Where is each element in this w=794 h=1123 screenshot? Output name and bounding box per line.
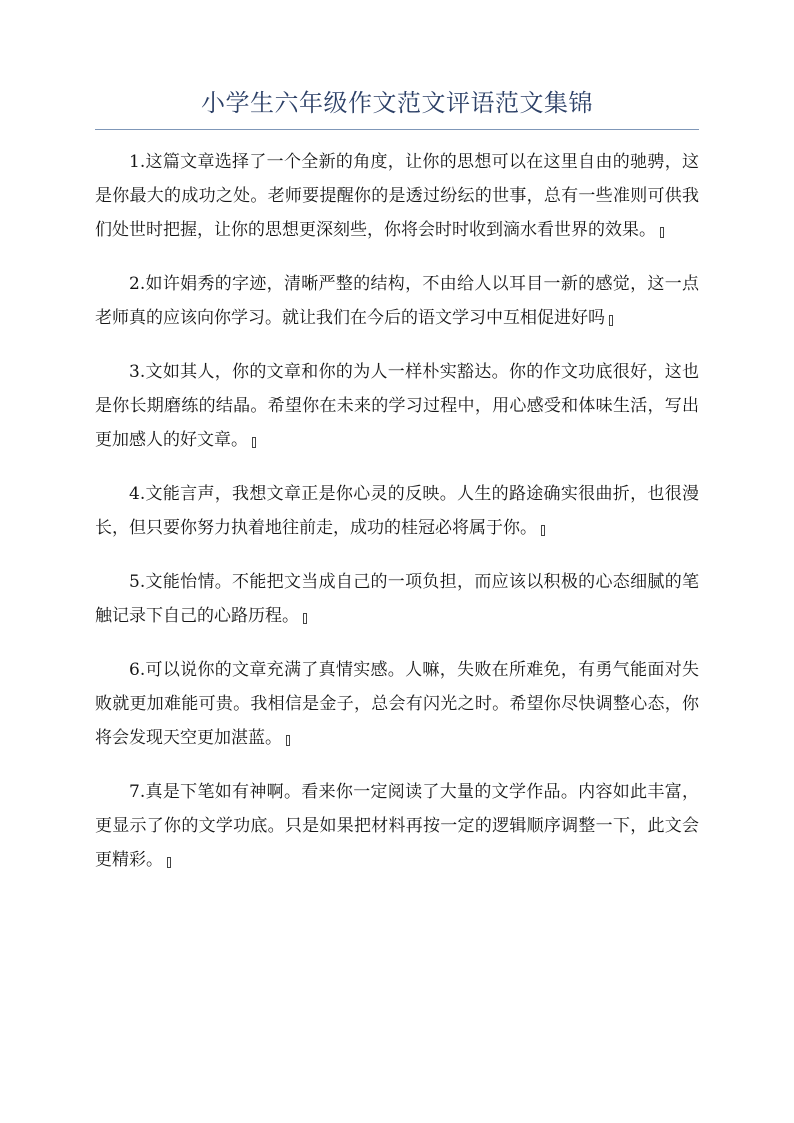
paragraph-end-mark-icon <box>609 315 613 326</box>
paragraph-1 <box>95 145 699 247</box>
title-divider <box>95 129 699 130</box>
paragraph-end-mark-icon <box>167 857 171 868</box>
paragraph-end-mark-icon <box>286 735 290 746</box>
paragraph-3 <box>95 355 699 457</box>
paragraph-text: 4.文能言声，我想文章正是你心灵的反映。人生的路途确实很曲折，也很漫长，但只要你努力执着地往前走，成功的桂冠必将属于你。 <box>95 484 699 538</box>
paragraph-2 <box>95 267 699 335</box>
paragraph-end-mark-icon <box>660 227 664 238</box>
paragraph-5 <box>95 565 699 633</box>
paragraph-4 <box>95 477 699 545</box>
paragraph-7 <box>95 775 699 877</box>
document-body <box>95 145 699 897</box>
paragraph-text: 2.如许娟秀的字迹，清晰严整的结构，不由给人以耳目一新的感觉，这一点老师真的应该向你学习。就让我们在今后的语文学习中互相促进好吗 <box>95 274 699 328</box>
paragraph-end-mark-icon <box>303 613 307 624</box>
paragraph-text: 3.文如其人，你的文章和你的为人一样朴实豁达。你的作文功底很好，这也是你长期磨练的结晶。希望你在未来的学习过程中，用心感受和体味生活，写出更加感人的好文章。 <box>95 362 699 450</box>
paragraph-end-mark-icon <box>541 525 545 536</box>
paragraph-text: 6.可以说你的文章充满了真情实感。人嘛，失败在所难免，有勇气能面对失败就更加难能可贵。我相信是金子，总会有闪光之时。希望你尽快调整心态，你将会发现天空更加湛蓝。 <box>95 660 699 748</box>
paragraph-text: 5.文能怡情。不能把文当成自己的一项负担，而应该以积极的心态细腻的笔触记录下自己的心路历程。 <box>95 572 699 626</box>
paragraph-text: 7.真是下笔如有神啊。看来你一定阅读了大量的文学作品。内容如此丰富，更显示了你的文学功底。只是如果把材料再按一定的逻辑顺序调整一下，此文会更精彩。 <box>95 782 699 870</box>
paragraph-end-mark-icon <box>252 437 256 448</box>
paragraph-text: 1.这篇文章选择了一个全新的角度，让你的思想可以在这里自由的驰骋，这是你最大的成功之处。老师要提醒你的是透过纷纭的世事，总有一些准则可供我们处世时把握，让你的思想更深刻些，你将会时时收到滴水看世界的效果。 <box>95 152 699 240</box>
document-title: 小学生六年级作文范文评语范文集锦 <box>201 89 593 117</box>
paragraph-6 <box>95 653 699 755</box>
